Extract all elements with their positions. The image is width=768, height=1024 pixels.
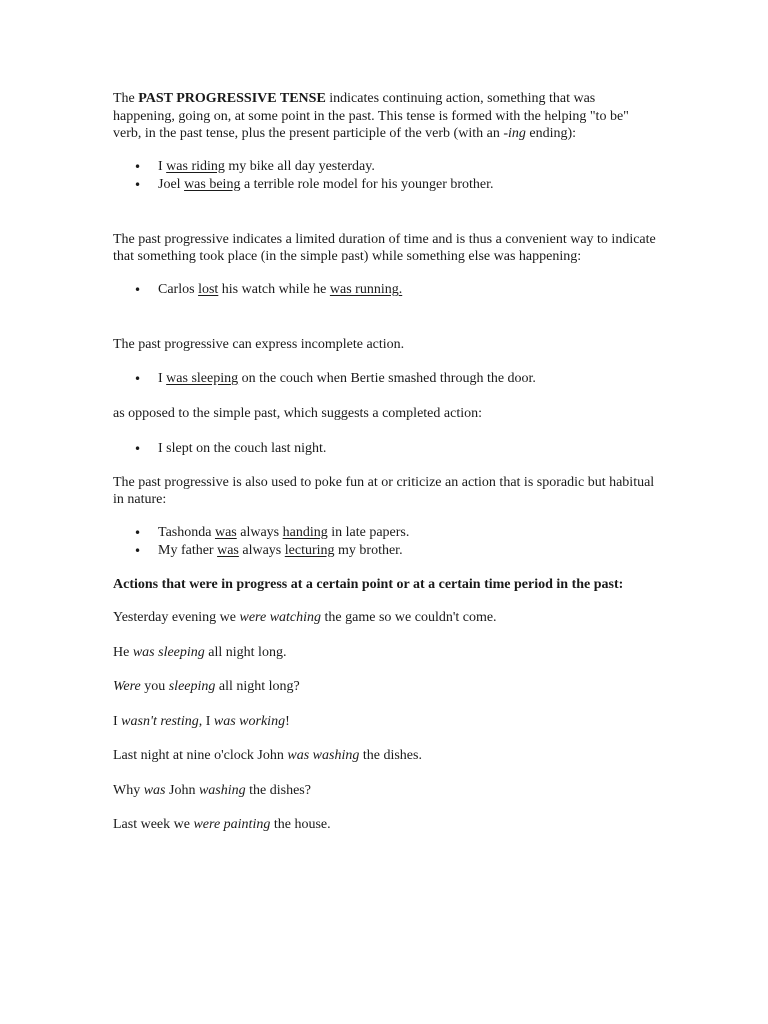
list-item: • Tashonda was always handing in late papers. (113, 524, 658, 542)
incomplete-action-paragraph: The past progressive can express incomplete action. (113, 336, 405, 352)
list-item: • I was sleeping on the couch when Bertie smashed through the door. (113, 370, 658, 388)
intro-text: indicates continuing action, something that was happening, going on, at some point in the past. This tense is formed with the helping "to be" verb, in the past tense, plus the present participle of the verb (with an - (113, 91, 629, 141)
simple-past-paragraph: as opposed to the simple past, which suggests a completed action: (113, 406, 482, 421)
example-sentence: He was sleeping all night long. (113, 644, 287, 660)
list-item: • I was riding my bike all day yesterday. (113, 158, 658, 176)
example-sentence: Last night at nine o'clock John was washing the dishes. (113, 748, 422, 763)
document-page (113, 90, 658, 851)
example-sentence: Why was John washing the dishes? (113, 782, 311, 798)
section-heading: Actions that were in progress at a certain point or at a certain time period in the past: (113, 576, 624, 592)
example-sentence: Yesterday evening we were watching the game so we couldn't come. (113, 610, 497, 625)
example-list-1 (113, 158, 658, 194)
example-list-2 (113, 281, 658, 299)
example-list-5 (113, 524, 658, 560)
intro-text: ending): (525, 126, 577, 141)
term-past-progressive: PAST PROGRESSIVE TENSE (138, 91, 326, 106)
intro-paragraph (113, 90, 658, 143)
example-sentence: Were you sleeping all night long? (113, 679, 300, 694)
habitual-paragraph: The past progressive is also used to poke fun at or criticize an action that is sporadic but habitual in nature: (113, 474, 655, 507)
example-sentence: Last week we were painting the house. (113, 817, 331, 832)
ing-suffix: ing (508, 126, 526, 141)
list-item: • I slept on the couch last night. (113, 440, 658, 458)
list-item: • My father was always lecturing my brother. (113, 542, 658, 560)
example-sentence: I wasn't resting, I was working! (113, 713, 290, 729)
example-list-3 (113, 370, 658, 388)
duration-paragraph: The past progressive indicates a limited duration of time and is thus a convenient way to indicate that something took place (in the simple past) while something else was happening: (113, 231, 656, 264)
list-item: • Carlos lost his watch while he was running. (113, 281, 658, 299)
intro-text: The (113, 91, 139, 106)
list-item: • Joel was being a terrible role model for his younger brother. (113, 176, 658, 194)
example-list-4 (113, 440, 658, 458)
